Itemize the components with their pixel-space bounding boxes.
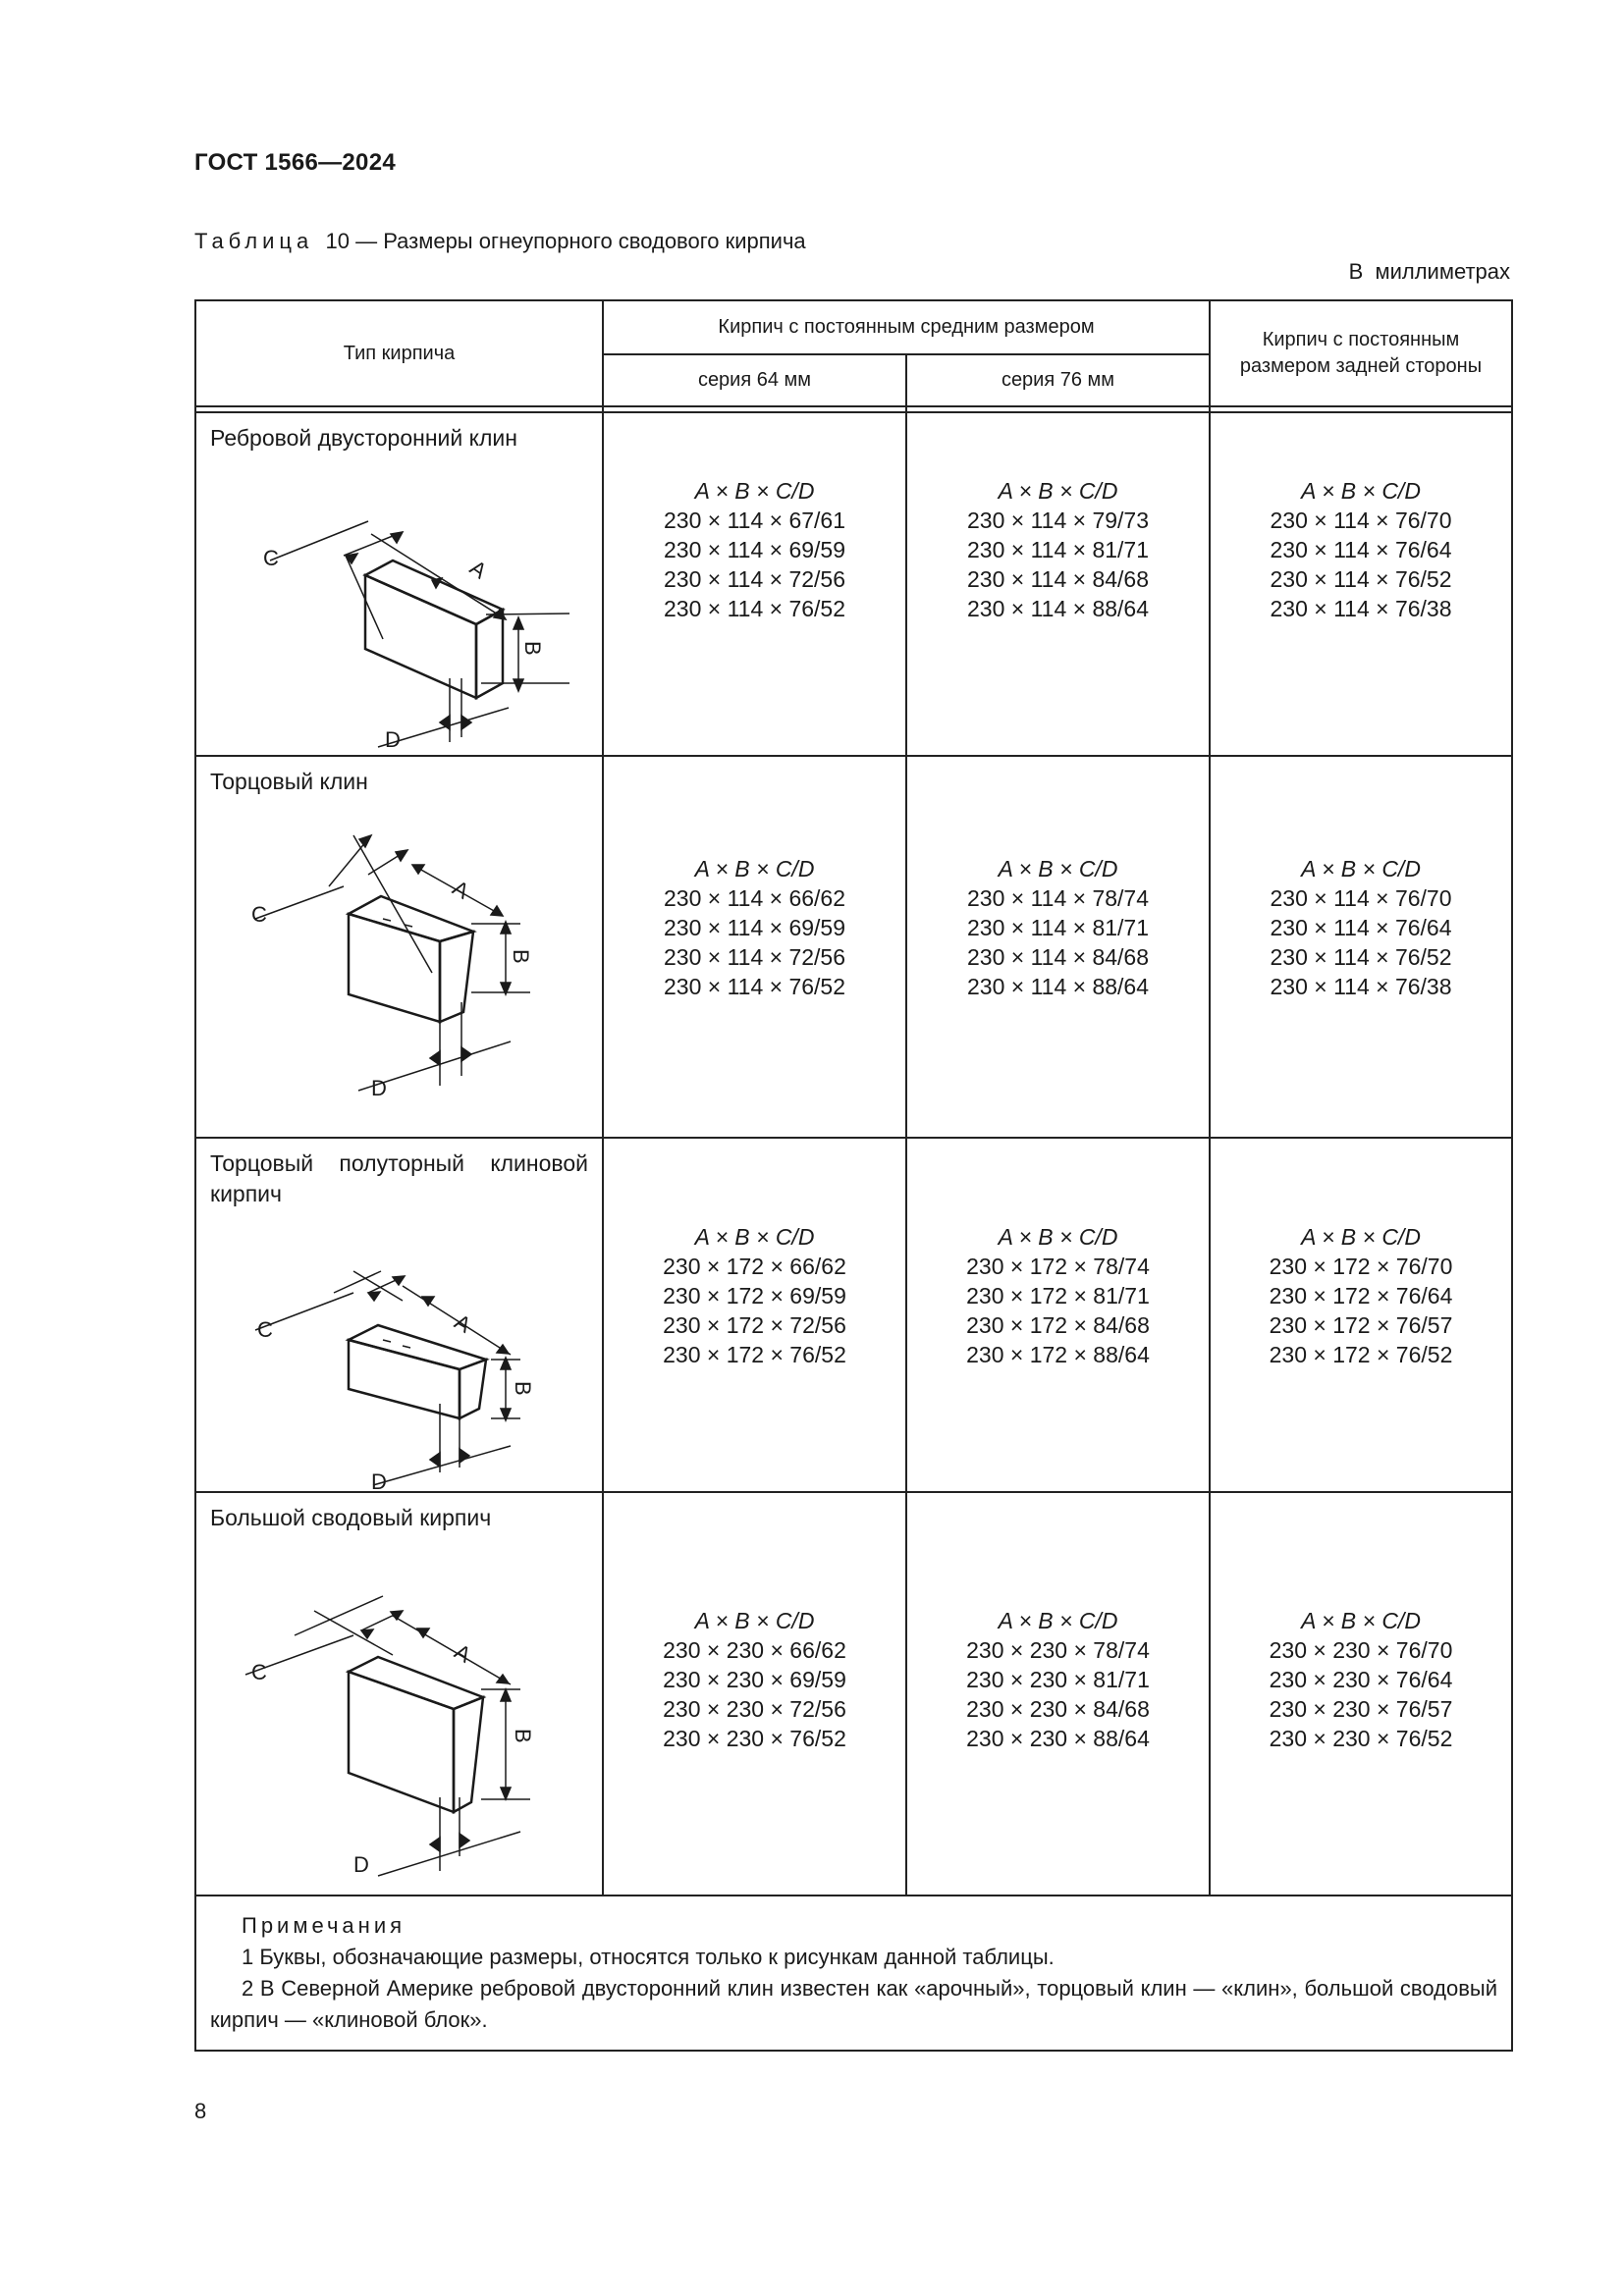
label-b: B: [509, 949, 533, 964]
header-series-64: серия 64 мм: [603, 354, 906, 406]
value: 230 × 230 × 88/64: [966, 1725, 1150, 1751]
formula: A × B × C/D: [1301, 478, 1421, 504]
table-caption: [194, 229, 806, 254]
table-caption-text: 10 — Размеры огнеупорного сводового кирпича: [325, 229, 806, 253]
label-c: C: [251, 902, 267, 927]
brick-type-title: Ребровой двусторонний клин: [210, 425, 517, 451]
back-size-values: [1210, 412, 1512, 756]
value: 230 × 114 × 69/59: [663, 914, 846, 940]
label-c: C: [257, 1317, 273, 1342]
label-d: D: [353, 1852, 369, 1877]
label-d: D: [371, 1469, 387, 1494]
series-64-values: [603, 1492, 906, 1896]
label-a: A: [448, 875, 474, 904]
value: 230 × 114 × 84/68: [966, 943, 1150, 970]
table-row: [195, 412, 1512, 756]
value: 230 × 230 × 76/64: [1269, 1666, 1453, 1692]
brick-figure-end-one-and-half-wedge: [196, 1232, 604, 1494]
value: 230 × 172 × 76/52: [663, 1341, 846, 1367]
brick-type-title: Торцовый клин: [210, 769, 368, 794]
formula: A × B × C/D: [1301, 855, 1421, 881]
value: 230 × 172 × 84/68: [966, 1311, 1150, 1338]
brick-figure-large-arch: [196, 1562, 604, 1886]
series-76-values: [906, 412, 1210, 756]
table-row: [195, 756, 1512, 1138]
series-64-values: [603, 756, 906, 1138]
label-a: A: [450, 1308, 476, 1338]
series-76-values: [906, 756, 1210, 1138]
header-series-76: серия 76 мм: [906, 354, 1210, 406]
label-b: B: [511, 1729, 535, 1743]
header-constant-back-size: Кирпич с постоянным размером задней стороны: [1210, 300, 1512, 406]
value: 230 × 172 × 66/62: [663, 1253, 846, 1279]
formula: A × B × C/D: [1301, 1607, 1421, 1633]
value: 230 × 114 × 81/71: [966, 537, 1150, 562]
value: 230 × 114 × 76/64: [1270, 537, 1452, 562]
label-c: C: [251, 1660, 267, 1684]
value: 230 × 230 × 78/74: [966, 1636, 1150, 1663]
value: 230 × 114 × 76/70: [1270, 884, 1452, 911]
value: 230 × 114 × 76/38: [1270, 596, 1452, 621]
table-caption-label: Таблица: [194, 229, 314, 253]
formula: A × B × C/D: [998, 1223, 1118, 1250]
label-a: A: [450, 1638, 476, 1668]
back-size-values: [1210, 1138, 1512, 1492]
notes-cell: [195, 1896, 1512, 2051]
value: 230 × 230 × 76/52: [1269, 1725, 1453, 1751]
value: 230 × 114 × 76/52: [1270, 943, 1452, 970]
value: 230 × 114 × 76/52: [663, 596, 846, 621]
brick-type-title: Большой сводовый кирпич: [210, 1505, 492, 1530]
formula: A × B × C/D: [694, 1607, 815, 1633]
value: 230 × 230 × 84/68: [966, 1695, 1150, 1722]
header-brick-type: Тип кирпича: [195, 300, 603, 406]
value: 230 × 230 × 76/57: [1269, 1695, 1453, 1722]
label-d: D: [385, 727, 401, 752]
value: 230 × 114 × 84/68: [966, 566, 1150, 592]
value: 230 × 114 × 78/74: [966, 884, 1150, 911]
value: 230 × 230 × 76/70: [1269, 1636, 1453, 1663]
value: 230 × 172 × 76/52: [1269, 1341, 1453, 1367]
value: 230 × 114 × 81/71: [966, 914, 1150, 940]
notes-row: [195, 1896, 1512, 2051]
series-64-values: [603, 1138, 906, 1492]
value: 230 × 114 × 67/61: [663, 507, 846, 533]
value: 230 × 230 × 76/52: [663, 1725, 846, 1751]
series-64-values: [603, 412, 906, 756]
label-a: A: [465, 555, 492, 584]
formula: A × B × C/D: [998, 478, 1118, 504]
brick-type-cell: [195, 756, 603, 1138]
table-row: [195, 1492, 1512, 1896]
value: 230 × 114 × 72/56: [663, 566, 846, 592]
note-item: 1 Буквы, обозначающие размеры, относятся только к рисункам данной таблицы.: [242, 1945, 1055, 1969]
value: 230 × 114 × 88/64: [966, 973, 1150, 999]
value: 230 × 172 × 69/59: [663, 1282, 846, 1308]
brick-dimensions-table: [194, 299, 1513, 2052]
formula: A × B × C/D: [694, 855, 815, 881]
note-item: 2 В Северной Америке ребровой двусторонний клин известен как «арочный», торцовый клин — «клин», большой сводовый кирпич — «клиновой блок».: [210, 1976, 1497, 2032]
value: 230 × 172 × 81/71: [966, 1282, 1150, 1308]
label-b: B: [520, 641, 545, 656]
value: 230 × 230 × 69/59: [663, 1666, 846, 1692]
label-d: D: [371, 1076, 387, 1100]
formula: A × B × C/D: [1301, 1223, 1421, 1250]
value: 230 × 114 × 88/64: [966, 596, 1150, 621]
brick-type-cell: [195, 1138, 603, 1492]
value: 230 × 114 × 79/73: [966, 507, 1150, 533]
value: 230 × 114 × 69/59: [663, 537, 846, 562]
document-id: ГОСТ 1566—2024: [194, 149, 397, 176]
formula: A × B × C/D: [998, 855, 1118, 881]
value: 230 × 230 × 66/62: [663, 1636, 846, 1663]
brick-type-cell: [195, 1492, 603, 1896]
value: 230 × 172 × 78/74: [966, 1253, 1150, 1279]
value: 230 × 114 × 76/52: [663, 973, 846, 999]
value: 230 × 230 × 81/71: [966, 1666, 1150, 1692]
back-size-values: [1210, 756, 1512, 1138]
value: 230 × 114 × 76/52: [1270, 566, 1452, 592]
brick-type-title: Торцовый полуторный клиновой кирпич: [210, 1150, 588, 1206]
value: 230 × 114 × 72/56: [663, 943, 846, 970]
header-constant-mean-size: Кирпич с постоянным средним размером: [603, 300, 1210, 354]
label-c: C: [263, 546, 279, 570]
brick-figure-rib-wedge: [196, 502, 604, 752]
value: 230 × 114 × 66/62: [663, 884, 846, 911]
notes-title: Примечания: [242, 1913, 406, 1938]
value: 230 × 114 × 76/64: [1270, 914, 1452, 940]
series-76-values: [906, 1492, 1210, 1896]
value: 230 × 172 × 76/64: [1269, 1282, 1453, 1308]
value: 230 × 172 × 76/70: [1269, 1253, 1453, 1279]
value: 230 × 114 × 76/38: [1270, 973, 1452, 999]
formula: A × B × C/D: [694, 1223, 815, 1250]
table-row: [195, 1138, 1512, 1492]
value: 230 × 114 × 76/70: [1270, 507, 1452, 533]
label-b: B: [511, 1381, 535, 1396]
back-size-values: [1210, 1492, 1512, 1896]
value: 230 × 172 × 72/56: [663, 1311, 846, 1338]
value: 230 × 172 × 76/57: [1269, 1311, 1453, 1338]
brick-type-cell: [195, 412, 603, 756]
formula: A × B × C/D: [694, 478, 815, 504]
brick-figure-end-wedge: [196, 826, 604, 1120]
series-76-values: [906, 1138, 1210, 1492]
value: 230 × 230 × 72/56: [663, 1695, 846, 1722]
formula: A × B × C/D: [998, 1607, 1118, 1633]
units-note: В миллиметрах: [1348, 259, 1510, 284]
value: 230 × 172 × 88/64: [966, 1341, 1150, 1367]
page-number: 8: [194, 2099, 207, 2123]
